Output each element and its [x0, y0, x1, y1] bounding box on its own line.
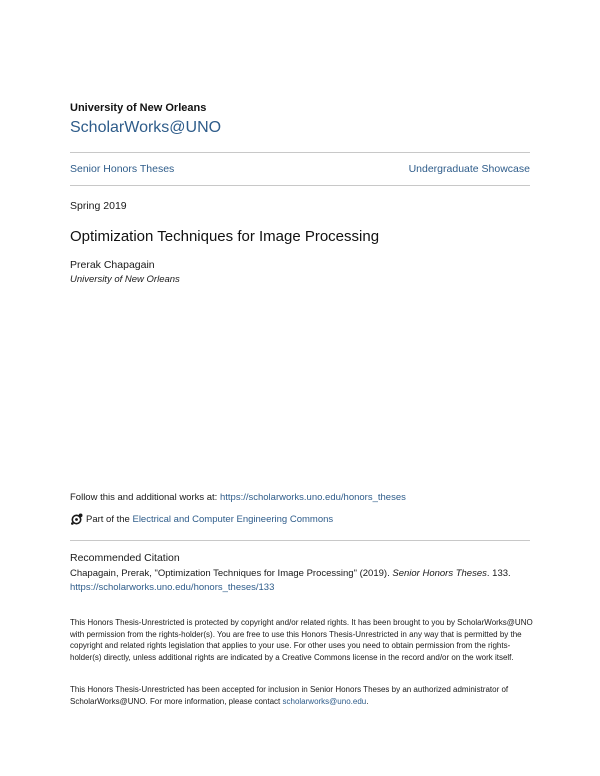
follow-prefix: Follow this and additional works at: [70, 492, 220, 503]
undergraduate-showcase-link[interactable]: Undergraduate Showcase [408, 163, 530, 175]
paper-title: Optimization Techniques for Image Processing [70, 228, 380, 245]
citation-text [70, 567, 540, 595]
follow-line [70, 492, 406, 503]
recommended-citation-heading: Recommended Citation [70, 552, 180, 564]
author-affiliation: University of New Orleans [70, 274, 180, 285]
senior-honors-theses-link[interactable]: Senior Honors Theses [70, 163, 175, 175]
author-name: Prerak Chapagain [70, 259, 155, 271]
citation-divider [70, 540, 530, 541]
citation-prefix: Chapagain, Prerak, "Optimization Techniques for Image Processing" (2019). [70, 568, 393, 579]
acceptance-statement [70, 684, 540, 707]
rights-statement: This Honors Thesis-Unrestricted is protected by copyright and/or related rights. It has been brought to you by ScholarWorks@UNO with permission from the rights-holder(s). You are free to use this Honors Thesis-Unrestricted in any way that is permitted by the copyright and related rights legislation that applies to your use. For other uses you need to obtain permission from the rights-holder(s) directly, unless additional rights are indicated by a Creative Commons license in the record and/or on the work itself. [70, 618, 533, 662]
citation-url-link[interactable]: https://scholarworks.uno.edu/honors_theses/133 [70, 582, 275, 593]
acceptance-suffix: . [366, 696, 369, 706]
nav-divider [70, 185, 530, 186]
network-commons-icon [70, 513, 83, 526]
honors-theses-url-link[interactable]: https://scholarworks.uno.edu/honors_theses [219, 492, 406, 503]
part-of-line [70, 513, 333, 526]
citation-series: Senior Honors Theses [392, 568, 487, 579]
ece-commons-link[interactable]: Electrical and Computer Engineering Commons [132, 514, 334, 525]
citation-suffix: . 133. [486, 568, 511, 579]
repository-link[interactable]: ScholarWorks@UNO [70, 119, 222, 136]
part-of-prefix: Part of the [86, 514, 133, 525]
publication-date: Spring 2019 [70, 200, 127, 212]
acceptance-prefix: This Honors Thesis-Unrestricted has been accepted for inclusion in Senior Honors Theses by an authorized administrator of ScholarWorks@UNO. For more information, please contact [70, 685, 509, 706]
top-divider [70, 152, 530, 153]
institution-name: University of New Orleans [70, 102, 207, 114]
contact-email-link[interactable]: scholarworks@uno.edu [282, 696, 367, 706]
